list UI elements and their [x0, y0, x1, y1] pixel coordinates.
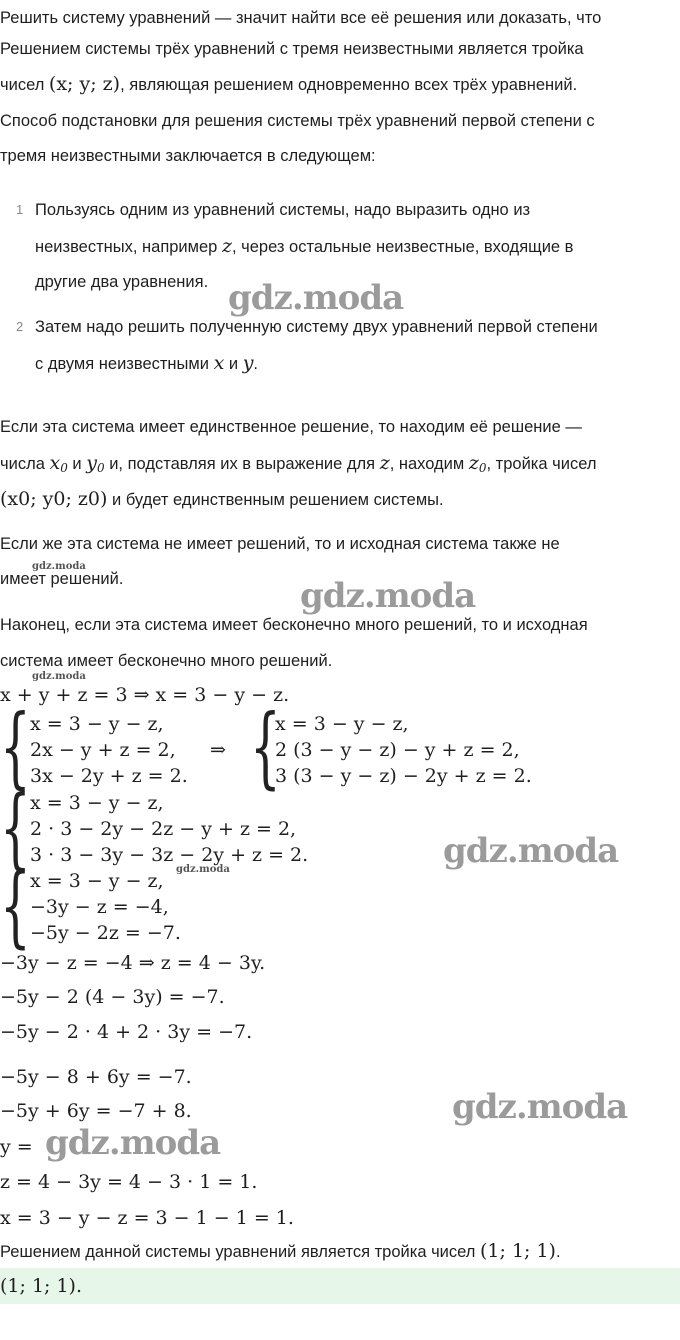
- brace-sys-b: {: [250, 695, 281, 798]
- eq-y-value: y =: [0, 1136, 33, 1158]
- conclusion-text: Решением данной системы уравнений является тройка чисел: [0, 1243, 476, 1261]
- list-number-2: 2: [16, 319, 24, 334]
- list-item-1-line-1: Пользуясь одним из уравнений системы, надо выразить одно из: [35, 201, 531, 219]
- brace-sys-d: {: [0, 854, 31, 957]
- watermark-4: gdz.moda: [452, 1087, 628, 1127]
- list-2-end: .: [253, 355, 259, 373]
- system-d: [30, 868, 181, 946]
- intro-line-5: тремя неизвестными заключается в следующем:: [0, 147, 376, 165]
- answer-text: (1; 1; 1).: [0, 1275, 83, 1297]
- system-b: [275, 711, 532, 789]
- watermark-3: gdz.moda: [443, 831, 619, 871]
- system-c: [30, 790, 308, 868]
- intro-line-2: Решением системы трёх уравнений с тремя неизвестными является тройка: [0, 40, 584, 58]
- unique-z0-sub: 0: [478, 461, 487, 475]
- sys-b-row-2: 2 (3 − y − z) − y + z = 2,: [275, 739, 520, 761]
- sys-a-row-1: x = 3 − y − z,: [30, 713, 164, 735]
- eq-z-value: z = 4 − 3y = 4 − 3 · 1 = 1.: [0, 1171, 258, 1193]
- none-line-1: Если же эта система не имеет решений, то и исходная система также не: [0, 535, 560, 553]
- list-1-post: , через остальные неизвестные, входящие в: [231, 238, 574, 256]
- list-item-1-line-3: другие два уравнения.: [35, 273, 209, 291]
- list-1-pre: неизвестных, например: [35, 238, 218, 256]
- eq-x-value: x = 3 − y − z = 3 − 1 − 1 = 1.: [0, 1207, 294, 1229]
- conclusion-line: [0, 1233, 676, 1270]
- watermark-2: gdz.moda: [300, 576, 476, 616]
- list-number-1: 1: [16, 202, 24, 217]
- sys-c-row-3: 3 · 3 − 3y − 3z − 2y + z = 2.: [30, 844, 309, 866]
- unique-e: , тройка чисел: [486, 455, 597, 473]
- unique-y0-sub: 0: [96, 461, 105, 475]
- eq-expand: −5y − 2 · 4 + 2 · 3y = −7.: [0, 1021, 253, 1043]
- unique-c: и, подставляя их в выражение для: [109, 455, 376, 473]
- unique-line-3: [0, 481, 676, 518]
- unique-b: и: [72, 455, 82, 473]
- watermark-1: gdz.moda: [228, 278, 404, 318]
- brace-sys-a: {: [0, 695, 31, 798]
- intro-line-1: Решить систему уравнений — значит найти все её решения или доказать, что: [0, 9, 602, 27]
- inf-line-1: Наконец, если эта система имеет бесконечно много решений, то и исходная: [0, 616, 588, 634]
- unique-x0-sub: 0: [60, 461, 68, 475]
- sys-c-row-1: x = 3 − y − z,: [30, 792, 164, 814]
- unique-a: числа: [0, 455, 45, 473]
- sys-a-row-3: 3x − 2y + z = 2.: [30, 765, 188, 787]
- unique-x0: [49, 452, 67, 474]
- sys-d-row-1: x = 3 − y − z,: [30, 870, 164, 892]
- unique-post: и будет единственным решением системы.: [112, 491, 444, 509]
- list-1-var-z: z: [221, 235, 232, 257]
- intro-line-3-post: , являющая решением одновременно всех трёх уравнений.: [120, 76, 578, 94]
- unique-d: , находим: [389, 455, 465, 473]
- sys-b-row-1: x = 3 − y − z,: [275, 713, 409, 735]
- system-a: [30, 711, 188, 789]
- unique-y0: [86, 452, 104, 474]
- list-2-and: и: [228, 355, 239, 373]
- sys-c-row-2: 2 · 3 − 2y − 2z − y + z = 2,: [30, 818, 297, 840]
- sys-d-row-2: −3y − z = −4,: [30, 896, 169, 918]
- sys-b-row-3: 3 (3 − y − z) − 2y + z = 2.: [275, 765, 532, 787]
- intro-triple-math: (x; y; z): [48, 73, 121, 95]
- list-2-var-x: x: [213, 352, 225, 374]
- watermark-5: gdz.moda: [45, 1123, 221, 1163]
- sys-a-row-2: 2x − y + z = 2,: [30, 739, 176, 761]
- none-line-2: имеет решений.: [0, 570, 124, 588]
- implies-arrow: ⇒: [210, 739, 226, 761]
- conclusion-end: .: [555, 1243, 561, 1261]
- brace-sys-c: {: [0, 776, 31, 879]
- eq-express-x: x + y + z = 3 ⇒ x = 3 − y − z.: [0, 684, 290, 706]
- unique-line-1: Если эта система имеет единственное решение, то находим её решение —: [0, 418, 582, 436]
- inf-line-2: система имеет бесконечно много решений.: [0, 652, 333, 670]
- intro-line-4: Способ подстановки для решения системы трёх уравнений первой степени с: [0, 112, 595, 130]
- list-2-var-y: y: [242, 352, 254, 374]
- unique-z0: [469, 452, 487, 474]
- list-2-pre: с двумя неизвестными: [35, 355, 209, 373]
- eq-substitute: −5y − 2 (4 − 3y) = −7.: [0, 986, 225, 1008]
- unique-triple: (x0; y0; z0): [0, 488, 108, 510]
- sys-d-row-3: −5y − 2z = −7.: [30, 922, 181, 944]
- watermark-small-1: gdz.moda: [32, 561, 86, 572]
- conclusion-triple: (1; 1; 1): [480, 1240, 556, 1262]
- eq-simplify: −5y − 8 + 6y = −7.: [0, 1066, 192, 1088]
- watermark-small-2: gdz.moda: [32, 671, 86, 682]
- list-item-2-line-2: [35, 345, 665, 382]
- unique-x0-var: x: [49, 452, 61, 474]
- answer-box: [0, 1268, 680, 1304]
- intro-line-3: [0, 66, 676, 103]
- list-item-2-line-1: Затем надо решить полученную систему двух уравнений первой степени: [35, 318, 598, 336]
- eq-collect: −5y + 6y = −7 + 8.: [0, 1100, 192, 1122]
- unique-z0-var: z: [468, 452, 479, 474]
- list-item-1-line-2: [35, 228, 665, 265]
- unique-y0-var: y: [86, 452, 97, 474]
- unique-z: z: [379, 452, 390, 474]
- watermark-small-3: gdz.moda: [176, 864, 230, 875]
- unique-line-2: [0, 445, 676, 486]
- intro-line-3-pre: чисел: [0, 76, 45, 94]
- eq-express-z: −3y − z = −4 ⇒ z = 4 − 3y.: [0, 952, 266, 974]
